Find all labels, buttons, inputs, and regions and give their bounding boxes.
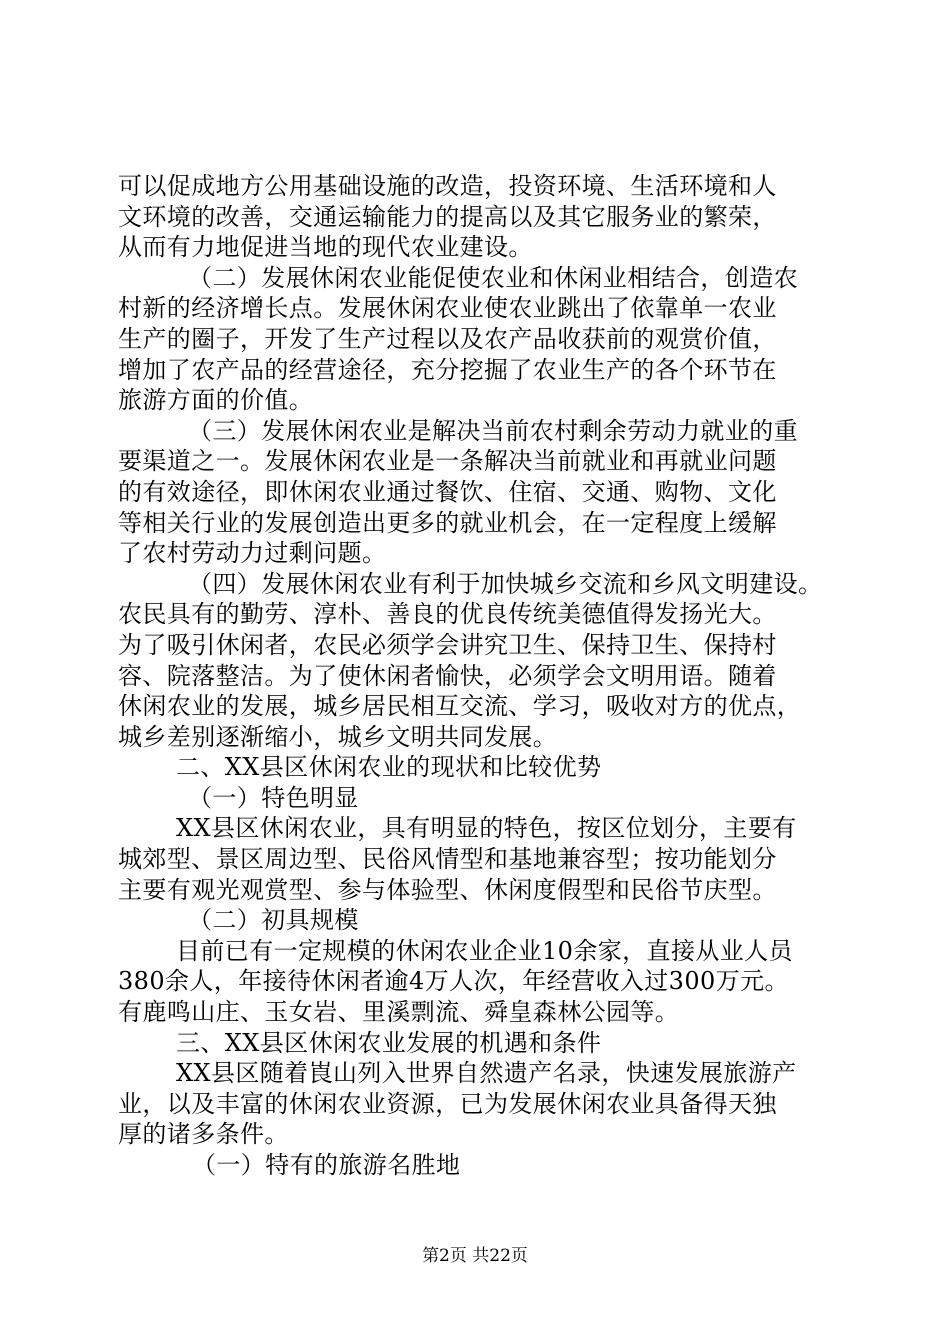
text-line: 城郊型、景区周边型、民俗风情型和基地兼容型；按功能划分 (118, 845, 777, 874)
text-line: XX县区随着崀山列入世界自然遗产名录，快速发展旅游产 (176, 1059, 797, 1088)
text-line: 文环境的改善，交通运输能力的提高以及其它服务业的繁荣， (118, 202, 777, 231)
text-line: XX县区休闲农业，具有明显的特色，按区位划分，主要有 (176, 814, 797, 843)
text-line: 主要有观光观赏型、参与体验型、休闲度假型和民俗节庆型。 (118, 875, 777, 904)
text-line: 有鹿鸣山庄、玉女岩、里溪剽流、舜皇森林公园等。 (118, 998, 680, 1027)
text-line: 业，以及丰富的休闲农业资源，已为发展休闲农业具备得天独 (118, 1089, 777, 1118)
text-line: （四）发展休闲农业有利于加快城乡交流和乡风文明建设。 (188, 569, 823, 598)
subsection-heading: （二）初具规模 (188, 906, 359, 935)
text-line: （二）发展休闲农业能促使农业和休闲业相结合，创造农 (188, 263, 798, 292)
text-line: 城乡差别逐渐缩小，城乡文明共同发展。 (118, 722, 558, 751)
subsection-heading: （一）特色明显 (188, 783, 359, 812)
text-line: 了农村劳动力过剩问题。 (118, 539, 387, 568)
body-text (118, 171, 838, 1181)
subsection-heading: （一）特有的旅游名胜地 (192, 1151, 461, 1179)
text-line: 从而有力地促进当地的现代农业建设。 (118, 233, 533, 262)
text-line: 休闲农业的发展，城乡居民相互交流、学习，吸收对方的优点， (118, 692, 802, 721)
page-footer: 第2页 共22页 (422, 1246, 528, 1266)
text-line: 目前已有一定规模的休闲农业企业10余家，直接从业人员 (176, 936, 793, 965)
section-heading: 二、XX县区休闲农业的现状和比较优势 (176, 753, 602, 782)
text-line: 380余人，年接待休闲者逾4万人次，年经营收入过300万元。 (118, 967, 789, 996)
text-line: 要渠道之一。发展休闲农业是一条解决当前就业和再就业问题 (118, 447, 777, 476)
text-line: 旅游方面的价值。 (118, 386, 314, 415)
text-line: 农民具有的勤劳、淳朴、善良的优良传统美德值得发扬光大。 (118, 600, 777, 629)
text-line: 等相关行业的发展创造出更多的就业机会，在一定程度上缓解 (118, 508, 777, 537)
text-line: 生产的圈子，开发了生产过程以及农产品收获前的观赏价值， (118, 324, 777, 353)
text-line: 村新的经济增长点。发展休闲农业使农业跳出了依靠单一农业 (118, 294, 777, 323)
text-line: 可以促成地方公用基础设施的改造，投资环境、生活环境和人 (118, 172, 777, 200)
text-line: 厚的诸多条件。 (118, 1120, 289, 1149)
text-line: （三）发展休闲农业是解决当前农村剩余劳动力就业的重 (188, 416, 798, 445)
text-line: 的有效途径，即休闲农业通过餐饮、住宿、交通、购物、文化 (118, 477, 777, 506)
text-line: 为了吸引休闲者，农民必须学会讲究卫生、保持卫生、保持村 (118, 630, 777, 659)
text-line: 增加了农产品的经营途径，充分挖掘了农业生产的各个环节在 (118, 355, 777, 384)
section-heading: 三、XX县区休闲农业发展的机遇和条件 (176, 1028, 602, 1057)
text-line: 容、院落整洁。为了使休闲者愉快，必须学会文明用语。随着 (118, 661, 777, 690)
